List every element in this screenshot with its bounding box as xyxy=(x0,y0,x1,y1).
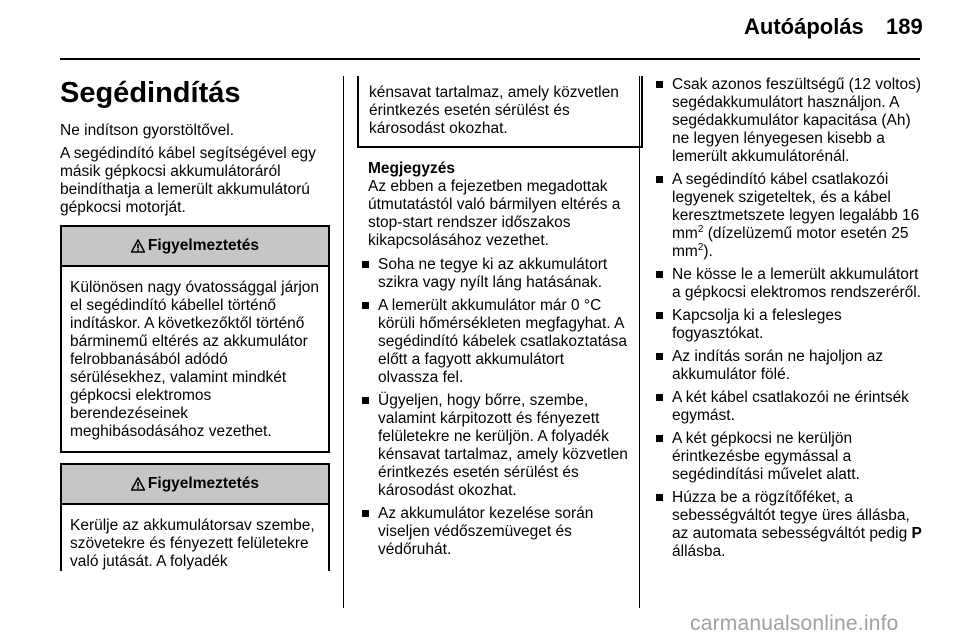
bullet-list xyxy=(358,256,628,559)
column-divider-left xyxy=(343,76,344,608)
watermark: carmanualsonline.info xyxy=(690,612,899,635)
list-item xyxy=(652,76,922,166)
bullet-square-icon xyxy=(656,435,663,442)
list-item-text: Húzza be a rögzítőféket, a sebességváltót tegye üres állásba, az automata sebességváltót pedig P állásba. xyxy=(672,489,922,560)
bullet-list xyxy=(652,76,922,561)
bullet-square-icon xyxy=(656,494,663,501)
list-item xyxy=(652,171,922,261)
header-rule xyxy=(60,58,920,60)
note-label: Megjegyzés xyxy=(368,160,456,177)
column-divider-right xyxy=(639,76,640,608)
list-item xyxy=(652,489,922,561)
list-item-text: Az indítás során ne hajoljon az akkumulátor fölé. xyxy=(672,348,884,383)
list-item-text: A lemerült akkumulátor már 0 °C körüli hőmérsékleten megfagyhat. A segédindító kábelek csatlakoztatása előtt a fagyott akkumulátort olvassza fel. xyxy=(378,297,628,386)
note-text: Az ebben a fejezetben megadottak útmutatástól való bármilyen eltérés a stop-start rendszer időszakos kikapcsolásához vezethet. xyxy=(368,178,621,249)
warning-triangle-icon xyxy=(131,477,145,491)
bullet-square-icon xyxy=(656,353,663,360)
list-item xyxy=(652,307,922,343)
list-item-text: A segédindító kábel csatlakozói legyenek szigeteltek, és a kábel keresztmetszete legyen legalább 16 $mm^2$ (dízelüzemű motor esetén 25 $mm^2$). xyxy=(672,171,920,260)
bullet-square-icon xyxy=(362,397,369,404)
list-item-text: Csak azonos feszültségű (12 voltos) segédakkumulátort használjon. A segédakkumulátor kapacitása (Ah) ne legyen lényegesen kisebb a lemerült akkumulátorénál. xyxy=(672,76,921,165)
warning-label: Figyelmeztetés xyxy=(147,237,260,254)
column-right xyxy=(652,76,922,566)
warning-header xyxy=(62,465,328,505)
list-item-text: Soha ne tegye ki az akkumulátort szikra vagy nyílt láng hatásának. xyxy=(378,256,608,291)
warning-triangle-icon xyxy=(131,239,145,253)
list-item xyxy=(652,266,922,302)
list-item-text: A két kábel csatlakozói ne érintsék egymást. xyxy=(672,389,909,424)
list-item xyxy=(358,505,628,559)
intro-text: Ne indítson gyorstöltővel. xyxy=(60,122,235,139)
warning-box-1 xyxy=(60,225,330,453)
list-item xyxy=(358,392,628,500)
page-number: 189 xyxy=(886,14,923,39)
list-item xyxy=(652,348,922,384)
column-middle xyxy=(358,76,628,564)
bullet-square-icon xyxy=(656,176,663,183)
list-item-text: A két gépkocsi ne kerüljön érintkezésbe egymással a segédindítási művelet alatt. xyxy=(672,430,860,483)
section-title: Segédindítás xyxy=(60,77,241,109)
header-title: Autóápolás xyxy=(744,14,864,39)
list-item-text: Kapcsolja ki a felesleges fogyasztókat. xyxy=(672,307,842,342)
warning-label: Figyelmeztetés xyxy=(147,475,260,492)
warning-box-2 xyxy=(60,463,330,571)
list-item-text: Az akkumulátor kezelése során viseljen védőszemüveget és védőruhát. xyxy=(378,505,594,558)
list-item xyxy=(358,297,628,387)
list-item xyxy=(652,430,922,484)
bullet-square-icon xyxy=(362,261,369,268)
bullet-square-icon xyxy=(656,81,663,88)
list-item-text: Ügyeljen, hogy bőrre, szembe, valamint kárpitozott és fényezett felületekre ne kerüljön. A folyadék kénsavat tartalmaz, amely közvetlen érintkezés esetén sérülést és károsodást okozhat. xyxy=(378,392,628,499)
bullet-square-icon xyxy=(362,302,369,309)
list-item xyxy=(652,389,922,425)
warning-header xyxy=(62,227,328,267)
bullet-square-icon xyxy=(656,312,663,319)
column-left xyxy=(60,76,330,571)
intro-paragraph: A segédindító kábel segítségével egy másik gépkocsi akkumulátoráról beindíthatja a lemerült akkumulátorú gépkocsi motorját. xyxy=(60,145,316,216)
list-item xyxy=(358,256,628,292)
list-item-text: Ne kösse le a lemerült akkumulátort a gépkocsi elektromos rendszeréről. xyxy=(672,266,921,301)
warning-text: Különösen nagy óvatossággal járjon el segédindító kábellel történő indításkor. A következőktől történő bárminemű eltérés az akkumulátor felrobbanásából adódó sérülésekhez, valamint mindkét gépkocsi elektromos berendezéseinek meghibásodásához vezethet. xyxy=(70,279,320,440)
bullet-square-icon xyxy=(362,510,369,517)
bullet-square-icon xyxy=(656,271,663,278)
warning-text: Kerülje az akkumulátorsav szembe, szövetekre és fényezett felületekre való jutását. A folyadék xyxy=(70,517,315,570)
warning-continuation: kénsavat tartalmaz, amely közvetlen érintkezés esetén sérülést és károsodást okozhat. xyxy=(357,76,643,148)
bullet-square-icon xyxy=(656,394,663,401)
